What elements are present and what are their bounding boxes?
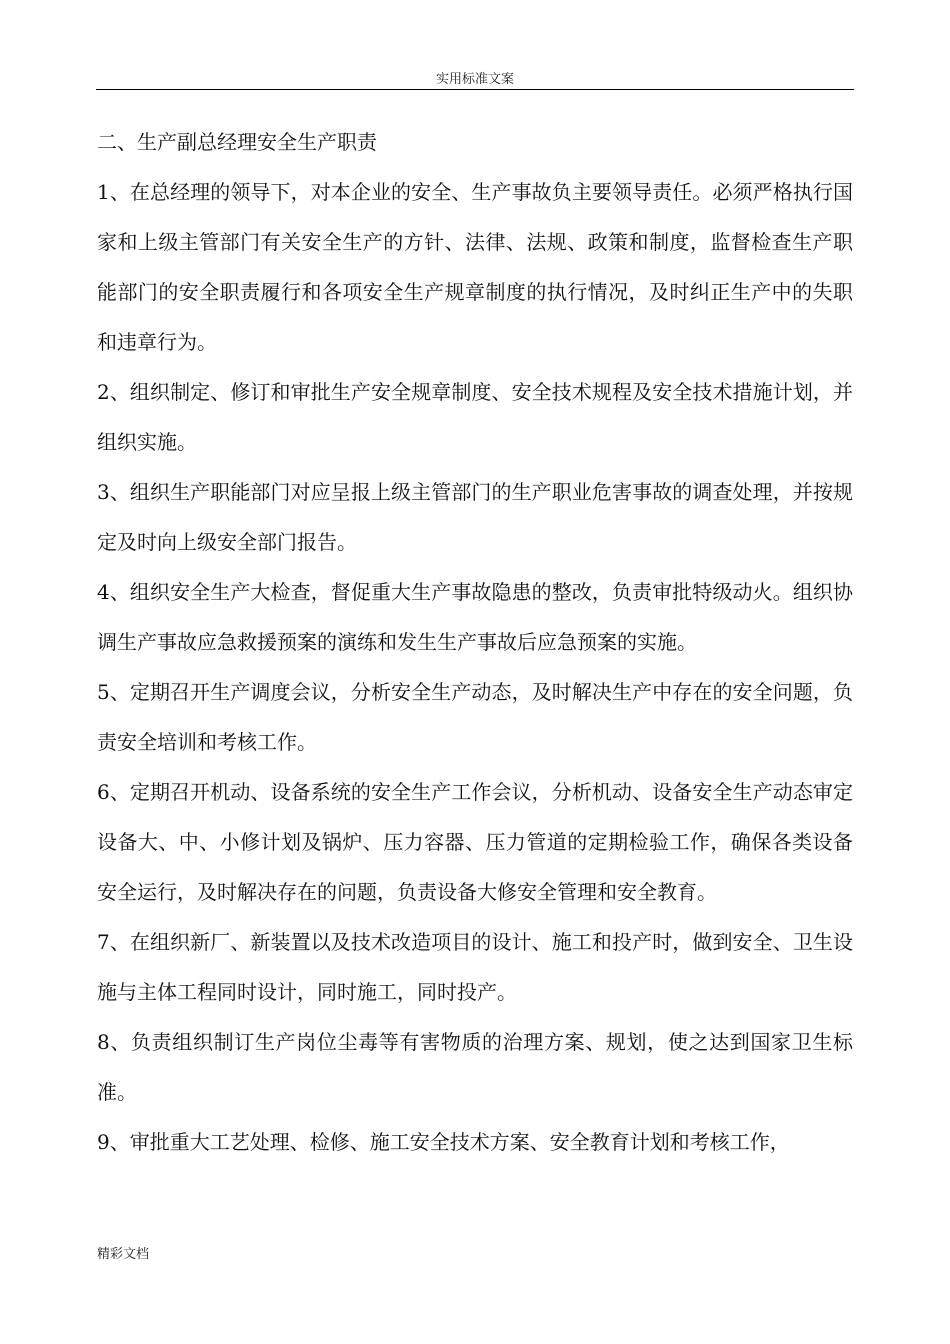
paragraph-4: 4、组织安全生产大检查，督促重大生产事故隐患的整改，负责审批特级动火。组织协调生产事故应急救援预案的演练和发生生产事故后应急预案的实施。 (97, 580, 853, 654)
document-body (97, 117, 853, 1167)
page-footer: 精彩文档 (97, 1247, 150, 1262)
header-divider (96, 89, 854, 90)
paragraph-3: 3、组织生产职能部门对应呈报上级主管部门的生产职业危害事故的调查处理，并按规定及时向上级安全部门报告。 (97, 480, 853, 554)
section-title: 二、生产副总经理安全生产职责 (97, 130, 377, 154)
paragraph-8: 8、负责组织制订生产岗位尘毒等有害物质的治理方案、规划，使之达到国家卫生标准。 (97, 1030, 853, 1104)
page-header: 实用标准文案 (435, 72, 514, 87)
paragraph-9: 9、审批重大工艺处理、检修、施工安全技术方案、安全教育计划和考核工作， (97, 1130, 790, 1154)
paragraph-6: 6、定期召开机动、设备系统的安全生产工作会议，分析机动、设备安全生产动态审定设备大、中、小修计划及锅炉、压力容器、压力管道的定期检验工作，确保各类设备安全运行，及时解决存在的问题，负责设备大修安全管理和安全教育。 (97, 780, 853, 904)
paragraph-2: 2、组织制定、修订和审批生产安全规章制度、安全技术规程及安全技术措施计划，并组织实施。 (97, 380, 853, 454)
paragraph-1: 1、在总经理的领导下，对本企业的安全、生产事故负主要领导责任。必须严格执行国家和上级主管部门有关安全生产的方针、法律、法规、政策和制度，监督检查生产职能部门的安全职责履行和各项安全生产规章制度的执行情况，及时纠正生产中的失职和违章行为。 (97, 180, 853, 354)
paragraph-7: 7、在组织新厂、新装置以及技术改造项目的设计、施工和投产时，做到安全、卫生设施与主体工程同时设计，同时施工，同时投产。 (97, 930, 853, 1004)
paragraph-5: 5、定期召开生产调度会议，分析安全生产动态，及时解决生产中存在的安全问题，负责安全培训和考核工作。 (97, 680, 853, 754)
